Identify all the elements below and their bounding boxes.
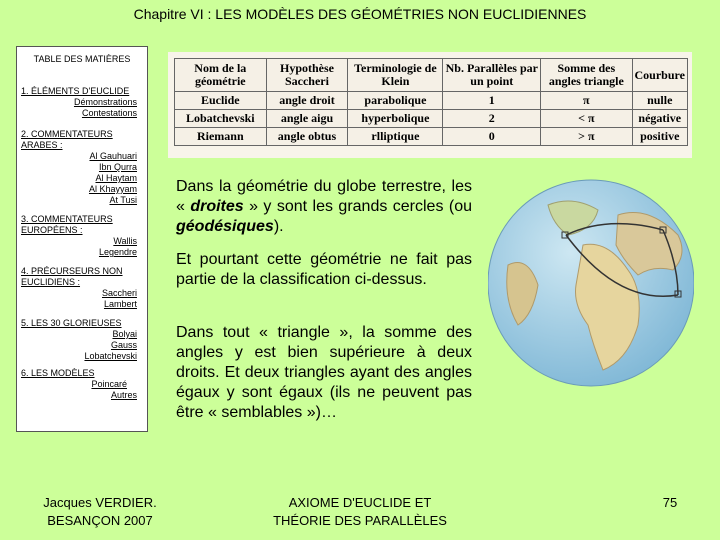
table-cell: angle obtus — [266, 128, 348, 146]
term-droites: droites — [190, 198, 244, 215]
table-cell: 1 — [443, 92, 541, 110]
toc-heading: TABLE DES MATIÈRES — [33, 54, 131, 64]
toc-item-legendre[interactable]: Legendre — [98, 247, 137, 257]
table-cell: Lobatchevski — [175, 110, 267, 128]
footer-author — [30, 494, 170, 530]
table-cell: 2 — [443, 110, 541, 128]
table-cell: 0 — [443, 128, 541, 146]
table-cell: Euclide — [175, 92, 267, 110]
table-header-row — [175, 59, 688, 92]
table-cell: nulle — [632, 92, 688, 110]
toc-item-al-khayyam[interactable]: Al Khayyam — [88, 184, 137, 194]
toc-item-al-haytam[interactable]: Al Haytam — [95, 173, 137, 183]
table-cell: négative — [632, 110, 688, 128]
table-cell: rlliptique — [348, 128, 443, 146]
page-number: 75 — [662, 495, 678, 510]
toc-item-poincare[interactable]: Poincaré — [91, 379, 127, 389]
table-header: Nb. Parallèles par un point — [443, 59, 541, 92]
table-cell: angle droit — [266, 92, 348, 110]
table-header: Hypothèse Saccheri — [266, 59, 348, 92]
table-cell: < π — [541, 110, 632, 128]
paragraph-globe — [176, 177, 472, 237]
paragraph-triangle: Dans tout « triangle », la somme des angles y est bien supérieure à deux droits. Et deux triangles ayant des angles égaux y sont égaux (ils ne peuvent pas être « semblables »)… — [176, 324, 472, 421]
text-run: Dans la géométrie du globe terrestre, les « — [176, 178, 472, 215]
geometry-comparison-table — [174, 58, 688, 146]
table-cell: angle aigu — [266, 110, 348, 128]
paragraph-classification: Et pourtant cette géométrie ne fait pas partie de la classification ci-dessus. — [176, 251, 472, 288]
toc-item-al-gauhuari[interactable]: Al Gauhuari — [89, 151, 137, 161]
toc-item-bolyai[interactable]: Bolyai — [112, 329, 137, 339]
toc-item-contestations[interactable]: Contestations — [81, 108, 137, 118]
toc-item-gauss[interactable]: Gauss — [110, 340, 137, 350]
toc-item-autres[interactable]: Autres — [110, 390, 137, 400]
footer-title-line1: AXIOME D'EUCLIDE ET — [288, 495, 432, 510]
table-cell: π — [541, 92, 632, 110]
toc-item-at-tusi[interactable]: At Tusi — [109, 195, 137, 205]
footer-author-name: Jacques VERDIER. — [43, 495, 157, 510]
globe-geodesic-triangle-image — [488, 175, 694, 390]
table-header: Nom de la géométrie — [175, 59, 267, 92]
toc-section-precurseurs[interactable]: 4. PRÉCURSEURS NON EUCLIDIENS : — [21, 266, 123, 287]
toc-section-elements[interactable]: 1. ÉLÉMENTS D'EUCLIDE — [21, 86, 130, 96]
toc-section-arabes[interactable]: 2. COMMENTATEURS ARABES : — [21, 129, 113, 150]
toc-item-demonstrations[interactable]: Démonstrations — [73, 97, 137, 107]
text-run: » y sont les grands cercles (ou — [243, 198, 472, 215]
text-run: ). — [273, 218, 284, 235]
table-row — [175, 92, 688, 110]
footer-author-place: BESANÇON 2007 — [47, 513, 153, 528]
toc-item-saccheri[interactable]: Saccheri — [101, 288, 137, 298]
toc-item-ibn-qurra[interactable]: Ibn Qurra — [98, 162, 137, 172]
table-cell: Riemann — [175, 128, 267, 146]
table-of-contents — [16, 46, 148, 432]
table-cell: positive — [632, 128, 688, 146]
table-header: Terminologie de Klein — [348, 59, 443, 92]
footer-course-title — [250, 494, 470, 530]
footer-title-line2: THÉORIE DES PARALLÈLES — [273, 513, 447, 528]
table-row — [175, 128, 688, 146]
term-geodesiques: géodésiques — [176, 218, 274, 235]
toc-section-glorieuses[interactable]: 5. LES 30 GLORIEUSES — [21, 318, 122, 328]
table-cell: > π — [541, 128, 632, 146]
table-cell: hyperbolique — [348, 110, 443, 128]
table-row — [175, 110, 688, 128]
table-header: Somme des angles triangle — [541, 59, 632, 92]
toc-item-wallis[interactable]: Wallis — [113, 236, 137, 246]
slide-title: Chapitre VI : LES MODÈLES DES GÉOMÉTRIES NON EUCLIDIENNES — [133, 6, 587, 22]
table-header: Courbure — [632, 59, 688, 92]
toc-section-modeles[interactable]: 6. LES MODÈLES — [21, 368, 95, 378]
toc-item-lambert[interactable]: Lambert — [103, 299, 137, 309]
toc-item-lobatchevski[interactable]: Lobatchevski — [84, 351, 137, 361]
toc-section-europeens[interactable]: 3. COMMENTATEURS EUROPÉENS : — [21, 214, 113, 235]
table-cell: parabolique — [348, 92, 443, 110]
